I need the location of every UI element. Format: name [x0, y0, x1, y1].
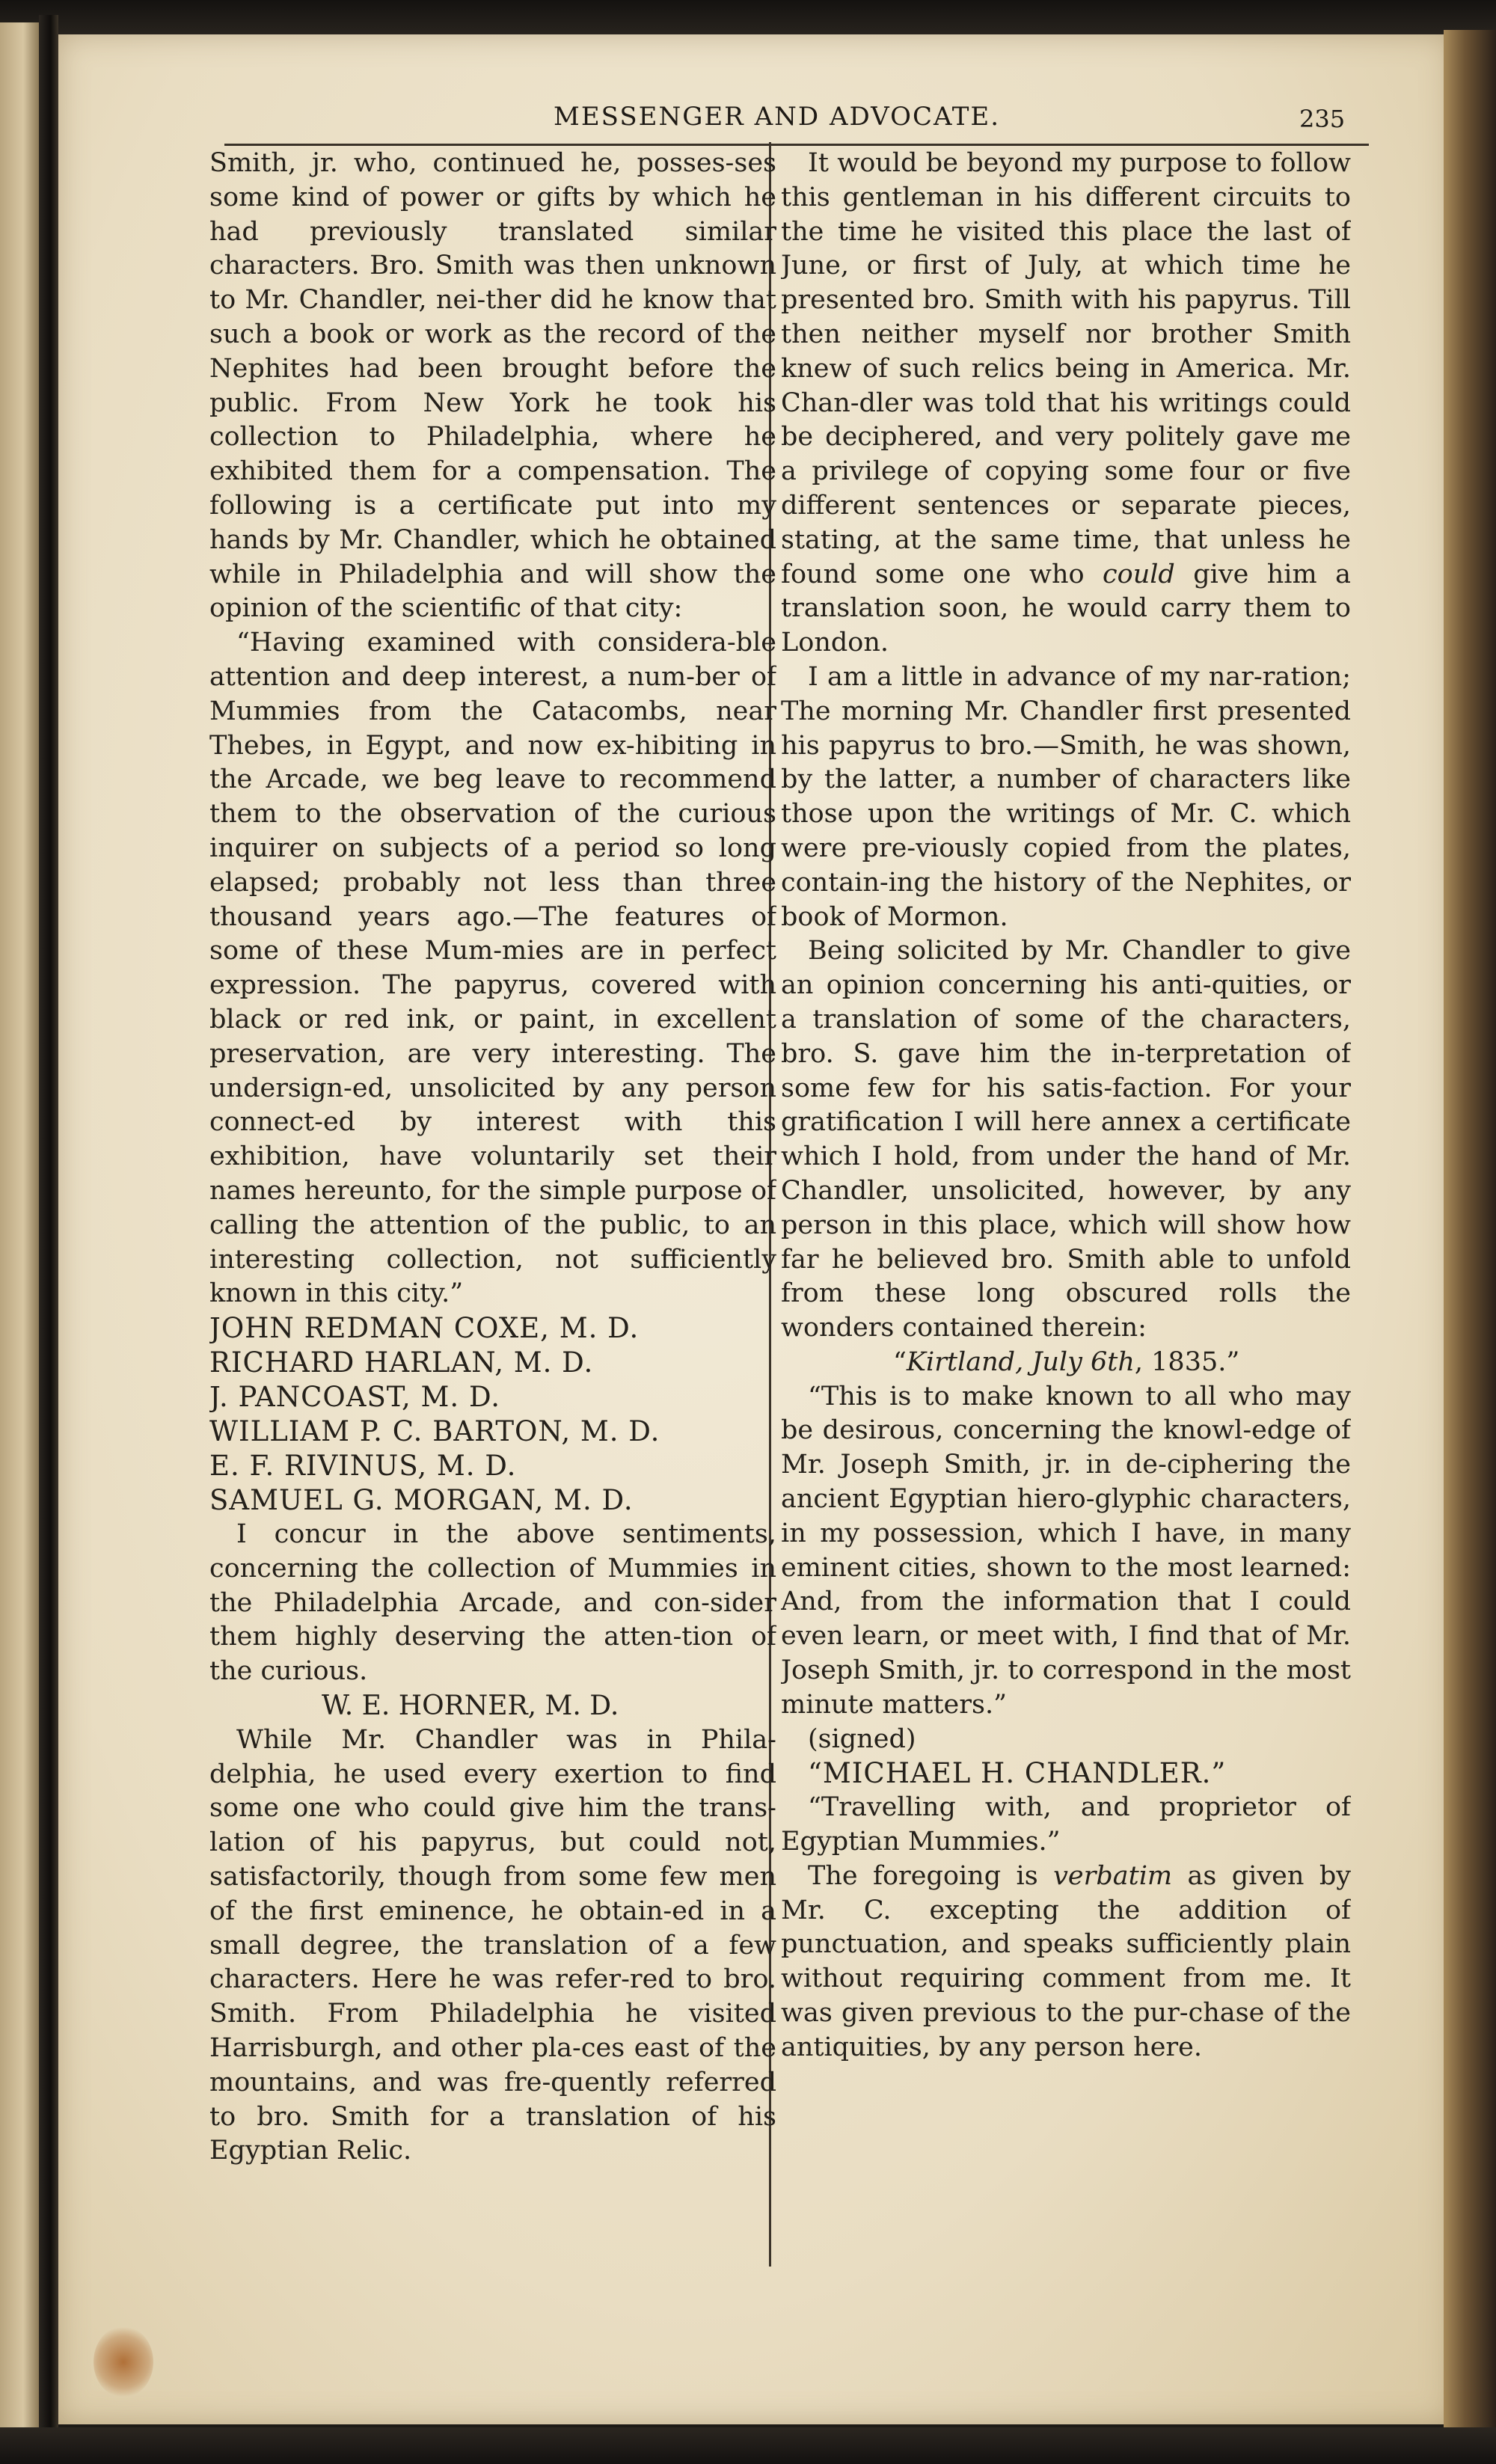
book-gutter — [39, 15, 58, 2439]
signatory-3: J. PANCOAST, M. D. — [209, 1381, 501, 1414]
page-number: 235 — [1299, 105, 1346, 133]
right-paragraph-1: It would be beyond my purpose to follow this gentleman in his different circuits to the time he visited this place the last of June, or first of July, at which time he presented bro. Smith with his papyrus. Till then neither myself nor brother Smith knew of such relics being in America. Mr. Chan-dler was told that his writings could be deciphered, and very politely gave me a privilege of copying some four or five different sentences or separate pieces, stating, at the same time, that unless he found some one who could give him a translation soon, he would carry them to London. — [781, 148, 1351, 658]
certificate-dateline: “Kirtland, July 6th, 1835.” — [893, 1346, 1240, 1377]
left-column — [209, 147, 776, 2271]
chandler-title: “Travelling with, and proprietor of Egyptian Mummies.” — [781, 1792, 1351, 1857]
right-paragraph-3: Being solicited by Mr. Chandler to give an opinion concerning his anti-quities, or a translation of some of the characters, bro. S. gave him the in-terpretation of some few for his satis-faction. For your gratification I will here annex a certificate which I hold, from under the hand of Mr. Chandler, unsolicited, however, by any person in this place, which will show how far he believed bro. Smith able to unfold from these long obscured rolls the wonders contained therein: — [781, 936, 1351, 1343]
left-paragraph-philadelphia: While Mr. Chandler was in Phila-delphia, he used every exertion to find some one who could give him the trans-lation of his papyrus, but could not, satisfactorily, though from some few men of the first eminence, he obtain-ed in a small degree, the translation of a few characters. Here he was refer-red to bro. Smith. From Philadelphia he visited Harrisburgh, and other pla-ces east of the mountains, and was fre-quently referred to bro. Smith for a translation of his Egyptian Relic. — [209, 1724, 776, 2166]
page-header — [224, 99, 1369, 146]
chandler-signature: “MICHAEL H. CHANDLER.” — [808, 1757, 1227, 1790]
right-column — [781, 147, 1351, 2271]
horner-signature: W. E. HORNER, M. D. — [322, 1691, 619, 1722]
page-edges — [1444, 30, 1496, 2431]
book-frame-bottom — [0, 2427, 1496, 2464]
signatory-4: WILLIAM P. C. BARTON, M. D. — [209, 1415, 660, 1448]
page-stain — [94, 2326, 153, 2397]
running-title: MESSENGER AND ADVOCATE. — [554, 102, 1001, 132]
emphasis-verbatim: verbatim — [1053, 1860, 1173, 1891]
physicians-certificate: “Having examined with considera-ble attention and deep interest, a num-ber of Mummies from the Catacombs, near Thebes, in Egypt, and now ex-hibiting in the Arcade, we beg leave to recommend them to the observation of the curious inquirer on subjects of a period so long elapsed; probably not less than three thousand years ago.—The features of some of these Mum-mies are in perfect expression. The papyrus, covered with black or red ink, or paint, in excellent preservation, are very interesting. The undersign-ed, unsolicited by any person connect-ed by interest with this exhibition, have voluntarily set their names hereunto, for the simple purpose of calling the attention of the public, to an interesting collection, not sufficiently known in this city.” — [209, 628, 776, 1309]
previous-page-edge — [0, 22, 39, 2427]
signatory-2: RICHARD HARLAN, M. D. — [209, 1346, 594, 1379]
signed-label: (signed) — [808, 1723, 916, 1754]
signatory-5: E. F. RIVINUS, M. D. — [209, 1450, 517, 1483]
left-paragraph-1: Smith, jr. who, continued he, posses-ses some kind of power or gifts by which he had previously translated similar characters. Bro. Smith was then unknown to Mr. Chandler, nei-ther did he know that such a book or work as the record of the Nephites had been brought before the public. From New York he took his collection to Philadelphia, where he exhibited them for a compensation. The following is a certificate put into my hands by Mr. Chandler, which he obtained while in Philadelphia and will show the opinion of the scientific of that city: — [209, 148, 776, 624]
right-paragraph-final: The foregoing is verbatim as given by Mr. C. excepting the addition of punctuation, and speaks sufficiently plain without requiring comment from me. It was given previous to the pur-chase of the antiquities, by any person here. — [781, 1860, 1351, 2062]
chandler-certificate: “This is to make known to all who may be desirous, concerning the knowl-edge of Mr. Joseph Smith, jr. in de-ciphering the ancient Egyptian hiero-glyphic characters, in my possession, which I have, in many eminent cities, shown to the most learned: And, from the information that I could even learn, or meet with, I find that of Mr. Joseph Smith, jr. to correspond in the most minute matters.” — [781, 1381, 1351, 1720]
signatory-6: SAMUEL G. MORGAN, M. D. — [209, 1484, 634, 1517]
right-paragraph-2: I am a little in advance of my nar-ration; The morning Mr. Chandler first presented his papyrus to bro.—Smith, he was shown, by the latter, a number of characters like those upon the writings of Mr. C. which were pre-viously copied from the plates, contain-ing the history of the Nephites, or book of Mormon. — [781, 661, 1351, 932]
horner-concurrence: I concur in the above sentiments, concerning the collection of Mummies in the Philadelphia Arcade, and con-sider them highly deserving the atten-tion of the curious. — [209, 1519, 776, 1687]
emphasis-could: could — [1103, 559, 1175, 589]
signatory-1: JOHN REDMAN COXE, M. D. — [209, 1312, 640, 1345]
